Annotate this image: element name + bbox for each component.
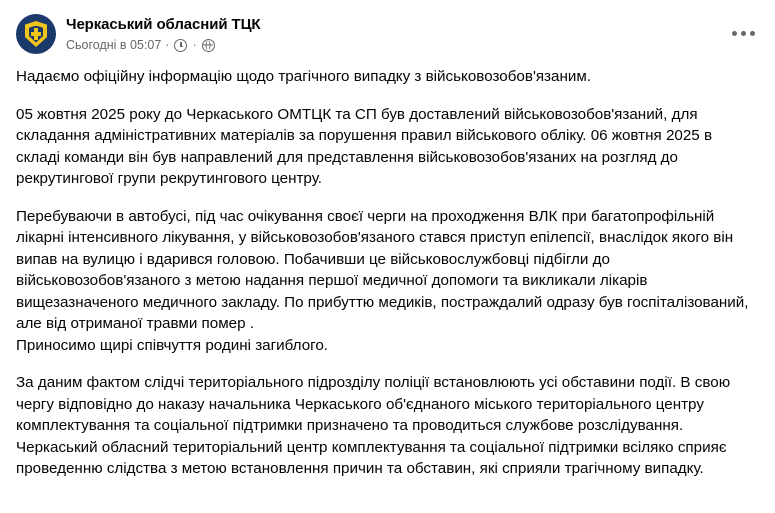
post-paragraph: Надаємо офіційну інформацію щодо трагічного випадку з військовозобов'язаним. [16,68,592,85]
more-dot-2 [741,31,746,36]
meta-separator-2: · [192,38,197,52]
more-dot-1 [732,31,737,36]
post-meta [66,37,261,53]
more-dot-3 [750,31,755,36]
post-author-block [66,14,261,53]
shield-emblem-icon [25,21,47,47]
post-body [0,60,775,490]
post-header [0,0,775,60]
avatar[interactable] [16,14,56,54]
post-paragraph-group [16,206,759,357]
more-options-button[interactable] [727,22,759,44]
post-paragraph: 05 жовтня 2025 року до Черкаського ОМТЦК та СП був доставлений військовозобов'язаний, для складання адміністративних матеріалів за порушення правил військового обліку. 06 жовтня 2025 в складі команди він був направлений для представлення військовозобов'язаних на розгляд до рекрутингової групи рекрутингового центру. [16,105,713,187]
clock-icon [174,39,187,52]
page-name[interactable]: Черкаський обласний ТЦК [66,16,261,33]
post-timestamp[interactable]: Сьогодні в 05:07 [66,38,162,52]
post-paragraph: Приносимо щирі співчуття родині загиблого. [16,336,329,354]
post-paragraph: За даним фактом слідчі територіального підрозділу поліції встановлюють усі обставини події. В свою чергу відповідно до наказу начальника Черкаського об'єднаного міського територіального центру комплектування та соціальної підтримки призначено та проводиться службове розслідування. Черкаський обласний територіальний центр комплектування та соціальної підтримки всіляко сприяє проведенню слідства з метою встановлення причин та обставин, які сприяли трагічному випадку. [16,374,731,477]
meta-separator-1: · [165,38,170,52]
globe-icon [202,39,215,52]
post-paragraph: Перебуваючи в автобусі, під час очікування своєї черги на проходження ВЛК при багатопрофільній лікарні інтенсивного лікування, у військовозобов'язаного стався приступ епілепсії, внаслідок якого він випав на вулицю і вдарився головою. Побачивши це військовослужбовці підбігли до військовозобов'язаного з метою надання першої медичної допомоги та викликали лікарів вищезазначеного медичного закладу. По прибуттю медиків, постраждалий одразу був госпіталізований, але від отриманої травми помер . [16,207,749,332]
